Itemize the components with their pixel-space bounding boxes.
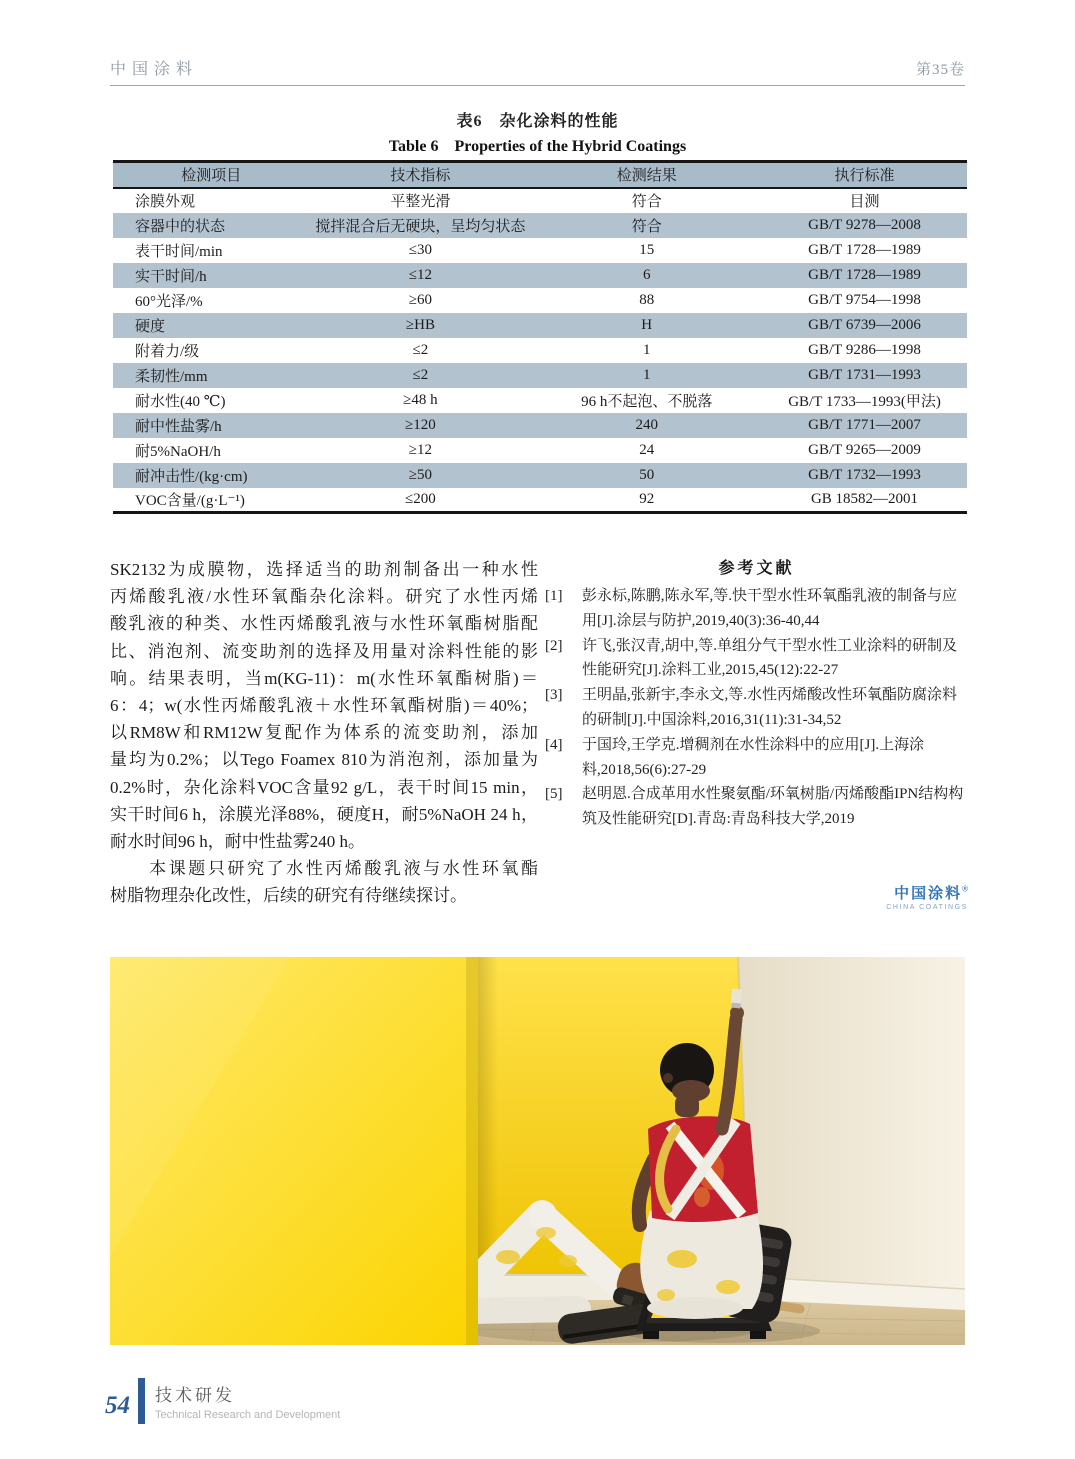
table-cell: ≥60	[408, 291, 433, 308]
table-cell: 6	[642, 266, 651, 283]
section-title-en: Technical Research and Development	[155, 1409, 341, 1421]
table-row	[113, 463, 967, 488]
article-line: 量均为0.2%；以Tego Foamex 810为消泡剂，添加量为	[110, 750, 538, 770]
article-line: 丙烯酸乳液/水性环氧酯杂化涂料。研究了水性丙烯	[110, 587, 538, 607]
table-cell: 容器中的状态	[135, 218, 226, 235]
table-row	[113, 488, 967, 513]
reference-text: 彭永标,陈鹏,陈永军,等.快干型水性环氧酯乳液的制备与应用[J].涂层与防护,2019,40(3):36-40,44	[582, 588, 958, 629]
reference-number: [3]	[545, 687, 563, 704]
table-cell: ≤2	[412, 366, 429, 383]
table-cell: 92	[639, 490, 655, 507]
reference-list	[545, 584, 968, 832]
table-cell: GB/T 9754—1998	[808, 291, 921, 308]
table-cell: 耐中性盐雾/h	[135, 418, 222, 435]
table-cell: ≥48 h	[403, 391, 438, 408]
reference-text: 许飞,张汉青,胡中,等.单组分气干型水性工业涂料的研制及性能研究[J].涂料工业,2015,45(12):22-27	[582, 637, 958, 679]
photo-painting-wall	[110, 957, 965, 1345]
table-cell: GB/T 9286—1998	[808, 341, 921, 358]
reference-number: [1]	[545, 588, 563, 604]
table-cell: 符合	[631, 218, 662, 235]
article-line: 响。结果表明，当m(KG-11)：m(水性环氧酯树脂)＝	[110, 668, 538, 688]
table-cell: 1	[642, 366, 651, 383]
table-cell: 符合	[631, 194, 662, 210]
article-line: 0.2%时，杂化涂料VOC含量92 g/L，表干时间15 min，	[110, 777, 538, 797]
table-cell: 实干时间/h	[135, 268, 207, 285]
reference-number: [5]	[545, 786, 563, 803]
properties-table	[113, 160, 967, 514]
reference-text: 于国玲,王学克.增稠剂在水性涂料中的应用[J].上海涂料,2018,56(6):27-29	[582, 736, 925, 778]
table-row	[113, 188, 967, 213]
footer-accent-bar	[138, 1378, 145, 1424]
table-row	[113, 438, 967, 463]
article-right-column	[545, 556, 968, 832]
article-line: 酸乳液的种类、水性丙烯酸乳液与水性环氧酯树脂配	[110, 614, 538, 634]
table-cell: 附着力/级	[135, 343, 200, 360]
table-cell: GB/T 1728—1989	[808, 241, 921, 258]
article-line: 比、消泡剂、流变助剂的选择及用量对涂料性能的影	[110, 641, 538, 661]
table-column-header: 检测结果	[531, 162, 762, 188]
journal-name: 中国涂料	[110, 61, 199, 78]
table-title-en: Table 6 Properties of the Hybrid Coatings	[388, 138, 687, 155]
table-header-row	[113, 162, 967, 188]
table-cell: ≤200	[405, 490, 436, 507]
table-cell: 涂膜外观	[135, 194, 196, 210]
paint-brush	[730, 989, 742, 1009]
table-cell: ≥12	[408, 441, 433, 458]
table-column-header: 检测项目	[113, 162, 309, 188]
table-row	[113, 313, 967, 338]
table-cell: 硬度	[135, 318, 166, 335]
table-cell: GB/T 1732—1993	[808, 466, 921, 483]
table-cell: VOC含量/(g·L⁻¹)	[135, 492, 245, 509]
table-cell: GB/T 1733—1993(甲法)	[788, 393, 941, 410]
table-row	[113, 338, 967, 363]
foreground-yellow-wall	[110, 957, 478, 1345]
article-line: 本课题只研究了水性丙烯酸乳液与水性环氧酯	[110, 859, 538, 879]
table-cell: 240	[635, 416, 658, 433]
article-line: 树脂物理杂化改性，后续的研究有待继续探讨。	[110, 886, 467, 906]
table-row	[113, 263, 967, 288]
references-heading: 参考文献	[718, 560, 795, 577]
table-row	[113, 288, 967, 313]
table-cell: 搅拌混合后无硬块，呈均匀状态	[315, 218, 526, 235]
reference-item	[545, 782, 968, 832]
table-row	[113, 413, 967, 438]
table-cell: ≥HB	[405, 316, 435, 333]
logo-text-en: CHINA COATINGS	[886, 904, 968, 911]
article-left-column	[110, 556, 538, 909]
table-cell: 24	[639, 441, 655, 458]
table-cell: 96 h不起泡、不脱落	[581, 393, 713, 410]
section-title-cn: 技术研发	[155, 1386, 235, 1405]
table-cell: 50	[639, 466, 655, 483]
table-column-header: 技术指标	[309, 162, 531, 188]
table-cell: H	[641, 316, 653, 333]
table-cell: ≥50	[408, 466, 433, 483]
table-cell: GB/T 1771—2007	[808, 416, 921, 433]
table-row	[113, 213, 967, 238]
table-cell: ≥120	[405, 416, 436, 433]
table-cell: 耐冲击性/(kg·cm)	[135, 468, 248, 485]
footer-section	[145, 1381, 340, 1424]
table-cell: 15	[639, 241, 655, 258]
reference-item	[545, 634, 968, 684]
page-number: 54	[105, 1392, 130, 1419]
china-coatings-logo	[545, 882, 968, 911]
table-cell: GB/T 6739—2006	[808, 316, 921, 333]
table-row	[113, 388, 967, 413]
reference-text: 赵明恩.合成革用水性聚氨酯/环氧树脂/丙烯酸酯IPN结构构筑及性能研究[D].青岛:青岛科技大学,2019	[582, 786, 964, 828]
table-cell: GB 18582—2001	[810, 490, 919, 507]
table-cell: GB/T 1731—1993	[808, 366, 921, 383]
table-column-header: 执行标准	[762, 162, 967, 188]
page-footer	[105, 1378, 340, 1424]
table-row	[113, 363, 967, 388]
article-line: 以RM8W和RM12W复配作为体系的流变助剂，添加	[110, 723, 538, 743]
table-cell: 耐5%NaOH/h	[135, 443, 221, 460]
table-title-cn: 表6 杂化涂料的性能	[456, 113, 619, 130]
table-cell: GB/T 1728—1989	[808, 266, 921, 283]
reference-item	[545, 733, 968, 783]
table-cell: ≤30	[408, 241, 433, 258]
table-cell: 60°光泽/%	[135, 293, 203, 310]
table-cell: 平整光滑	[390, 194, 451, 210]
table-cell: GB/T 9278—2008	[808, 216, 921, 233]
reference-item	[545, 584, 968, 634]
article-line: 6：4；w(水性丙烯酸乳液＋水性环氧酯树脂)＝40%；	[110, 695, 538, 715]
article-line: 实干时间6 h，涂膜光泽88%，硬度H，耐5%NaOH 24 h，	[110, 804, 538, 824]
table-cell: 表干时间/min	[135, 243, 223, 260]
running-head	[110, 58, 965, 86]
reference-item	[545, 683, 968, 733]
reference-text: 王明晶,张新宇,李永文,等.水性丙烯酸改性环氧酯防腐涂料的研制[J].中国涂料,2016,31(11):31-34,52	[582, 687, 958, 728]
table-cell: 柔韧性/mm	[135, 368, 208, 385]
table-cell: GB/T 9265—2009	[808, 441, 921, 458]
table-row	[113, 238, 967, 263]
table-cell: ≤2	[412, 341, 429, 358]
registered-mark-icon: ®	[962, 884, 968, 894]
reference-number: [4]	[545, 736, 563, 753]
reference-number: [2]	[545, 637, 563, 654]
table-cell: 1	[642, 341, 651, 358]
table-body	[113, 188, 967, 513]
volume-label: 第35卷	[915, 62, 965, 78]
table-cell: 88	[639, 291, 655, 308]
table-cell: ≤12	[408, 266, 433, 283]
table-cell: 目测	[849, 194, 880, 210]
article-line: SK2132为成膜物，选择适当的助剂制备出一种水性	[110, 560, 538, 579]
table-cell: 耐水性(40 ℃)	[135, 393, 226, 410]
article-line: 耐水时间96 h，耐中性盐雾240 h。	[110, 831, 365, 851]
logo-text-cn: 中国涂料	[894, 885, 963, 902]
